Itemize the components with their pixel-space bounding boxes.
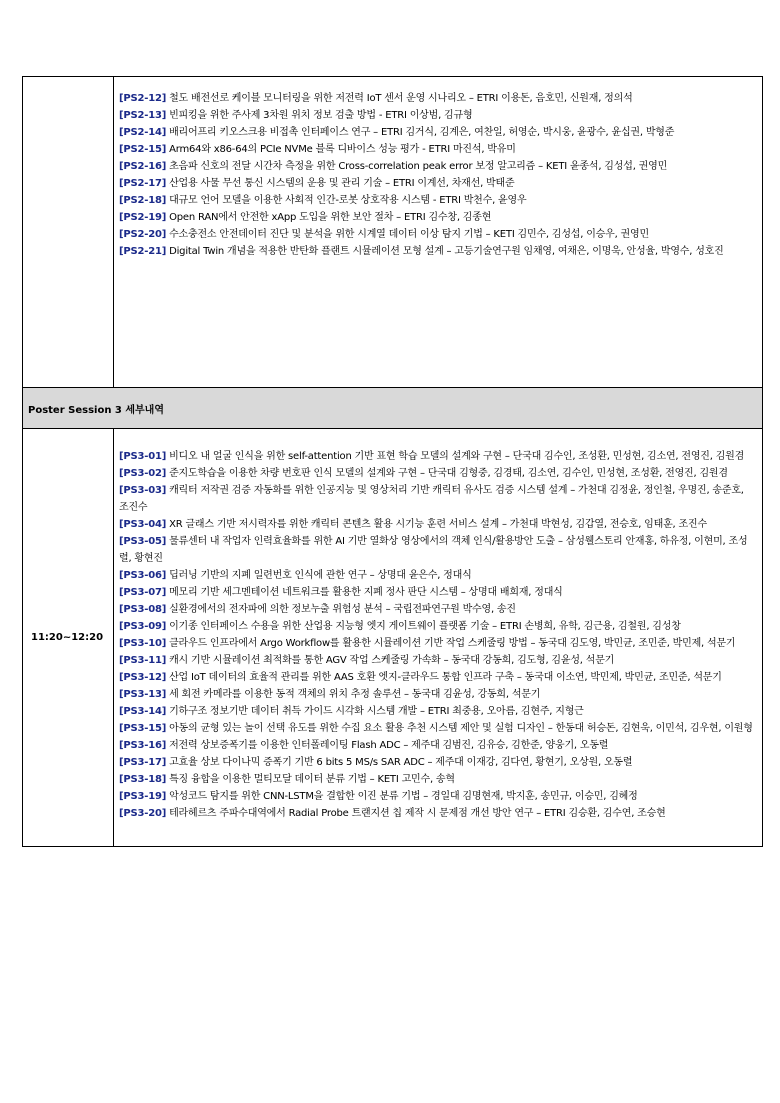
paper-entry [119,516,756,533]
paper-code: [PS3-19] [119,791,167,802]
paper-code: [PS3-06] [119,570,167,581]
paper-title-authors: 기하구조 정보기반 데이터 취득 가이드 시각화 시스템 개발 – ETRI 최중용, 오아름, 김현주, 지형근 [166,706,584,717]
paper-code: [PS2-20] [119,229,167,240]
paper-code: [PS3-03] [119,485,167,496]
paper-entry [119,567,756,584]
paper-title-authors: Arm64와 x86-64의 PCIe NVMe 블록 디바이스 성능 평가 - ETRI 마진석, 박유미 [166,144,516,155]
paper-title-authors: 산업 IoT 데이터의 효율적 관리를 위한 AAS 호환 엣지-클라우드 통합 인프라 구축 – 동국대 이소연, 박민제, 박민균, 조민준, 석문기 [166,672,722,683]
paper-title-authors: 대규모 언어 모델을 이용한 사회적 인간-로봇 상호작용 시스템 - ETRI 박천수, 윤영우 [166,195,527,206]
time-cell [23,77,114,388]
paper-code: [PS2-16] [119,161,167,172]
schedule-table [22,76,763,847]
paper-title-authors: 물류센터 내 작업자 인력효율화를 위한 AI 기반 열화상 영상에서의 객체 인식/활용방안 도출 – 삼성웰스토리 안재홍, 하유정, 이현미, 조성렬, 황현진 [119,536,748,564]
session-2-entries [114,77,763,388]
paper-title-authors: 이기종 인터페이스 수용을 위한 산업용 지능형 엣지 게이트웨이 플랫폼 기술 – ETRI 손병희, 유학, 김근용, 김철원, 김성창 [166,621,681,632]
paper-entry [119,192,756,209]
paper-entry [119,703,756,720]
paper-title-authors: 클라우드 인프라에서 Argo Workflow를 활용한 시뮬레이션 기반 작업 스케줄링 방법 – 동국대 김도영, 박민균, 조민준, 박민제, 석문기 [166,638,736,649]
paper-code: [PS3-01] [119,451,167,462]
paper-entry [119,141,756,158]
paper-code: [PS3-17] [119,757,167,768]
paper-code: [PS3-07] [119,587,167,598]
paper-code: [PS3-05] [119,536,167,547]
session-3-entries [114,429,763,847]
paper-entry [119,601,756,618]
session-3-row [23,429,763,847]
paper-code: [PS2-19] [119,212,167,223]
paper-code: [PS2-17] [119,178,167,189]
paper-entry [119,686,756,703]
paper-code: [PS2-18] [119,195,167,206]
paper-title-authors: 철도 배전선로 케이블 모니터링을 위한 저전력 IoT 센서 운영 시나리오 – ETRI 이용돈, 음호민, 신원재, 정의석 [166,93,633,104]
paper-code: [PS3-18] [119,774,167,785]
paper-code: [PS3-04] [119,519,167,530]
paper-title-authors: 악성코드 탐지를 위한 CNN-LSTM을 결합한 이진 분류 기법 – 경일대 김명현재, 박지훈, 송민규, 이승민, 김혜정 [166,791,638,802]
paper-entry [119,652,756,669]
paper-entry [119,124,756,141]
paper-code: [PS2-21] [119,246,167,257]
paper-entry [119,771,756,788]
paper-entry [119,90,756,107]
paper-title-authors: 테라헤르츠 주파수대역에서 Radial Probe 트랜지션 칩 제작 시 문제점 개선 방안 연구 – ETRI 김승환, 김수연, 조승현 [166,808,666,819]
paper-title-authors: 저전력 상보증폭기를 이용한 인터폴레이팅 Flash ADC – 제주대 김범진, 김유승, 김한준, 양웅기, 오동렬 [166,740,609,751]
paper-code: [PS3-08] [119,604,167,615]
paper-title-authors: XR 글래스 기반 저시력자를 위한 캐릭터 콘텐츠 활용 시기능 훈련 서비스 설계 – 가천대 박현성, 김갑열, 전승호, 임태훈, 조진수 [166,519,707,530]
paper-title-authors: 빈피킹을 위한 주사제 3차원 위치 정보 검출 방법 - ETRI 이상범, 김규형 [166,110,473,121]
paper-entry [119,754,756,771]
paper-code: [PS3-13] [119,689,167,700]
paper-title-authors: Open RAN에서 안전한 xApp 도입을 위한 보안 절차 – ETRI 김수창, 김종현 [166,212,492,223]
paper-entry [119,226,756,243]
paper-entry [119,720,756,737]
paper-code: [PS3-15] [119,723,167,734]
paper-code: [PS3-12] [119,672,167,683]
paper-code: [PS2-15] [119,144,167,155]
paper-entry [119,737,756,754]
time-cell: 11:20~12:20 [23,429,114,847]
paper-code: [PS3-20] [119,808,167,819]
paper-title-authors: 메모리 기반 세그멘테이션 네트워크를 활용한 지폐 정사 판단 시스템 – 상명대 배희재, 정대식 [166,587,563,598]
paper-entry [119,448,756,465]
paper-code: [PS2-13] [119,110,167,121]
paper-entry [119,669,756,686]
paper-title-authors: 딥러닝 기반의 지폐 일련번호 인식에 관한 연구 – 상명대 윤은수, 정대식 [166,570,472,581]
paper-title-authors: 준지도학습을 이용한 차량 번호판 인식 모델의 설계와 구현 – 단국대 김형중, 김경태, 김소연, 김수인, 민성현, 조성환, 전영진, 김원겸 [166,468,728,479]
paper-title-authors: 수소충전소 안전데이터 진단 및 분석을 위한 시계열 데이터 이상 탐지 기법 – KETI 김민수, 김성섭, 이승우, 권영민 [166,229,649,240]
paper-entry [119,175,756,192]
section-header-row [23,388,763,429]
paper-code: [PS3-10] [119,638,167,649]
paper-title-authors: 캐시 기반 시뮬레이션 최적화를 통한 AGV 작업 스케줄링 가속화 – 동국대 강동희, 김도형, 김윤성, 석문기 [166,655,615,666]
paper-entry [119,584,756,601]
paper-title-authors: 실환경에서의 전자파에 의한 정보누출 위험성 분석 – 국립전파연구원 박수영, 송진 [166,604,516,615]
paper-title-authors: 세 회전 카메라를 이용한 동적 객체의 위치 추정 솔루션 – 동국대 김윤성, 강동희, 석문기 [166,689,541,700]
paper-entry [119,107,756,124]
paper-title-authors: 아동의 균형 있는 놀이 선택 유도를 위한 수집 요소 활용 추천 시스템 제안 및 실험 디자인 – 한동대 허승돈, 김현욱, 이민석, 김우현, 이원형 [166,723,753,734]
section-header: Poster Session 3 세부내역 [23,388,763,429]
paper-code: [PS2-14] [119,127,167,138]
paper-title-authors: 초음파 신호의 전달 시간차 측정을 위한 Cross-correlation peak error 보정 알고리즘 – KETI 윤종석, 김성섭, 권영민 [166,161,668,172]
paper-code: [PS3-09] [119,621,167,632]
paper-code: [PS3-02] [119,468,167,479]
paper-title-authors: 배리어프리 키오스크용 비접촉 인터페이스 연구 – ETRI 김거식, 김계은, 여찬일, 허영순, 박시웅, 윤광수, 윤십권, 박형준 [166,127,675,138]
paper-entry [119,618,756,635]
session-2-row [23,77,763,388]
paper-code: [PS3-11] [119,655,167,666]
paper-entry [119,635,756,652]
paper-entry [119,158,756,175]
paper-entry [119,805,756,822]
paper-code: [PS3-16] [119,740,167,751]
paper-title-authors: 고효율 상보 다이나믹 증폭기 기반 6 bits 5 MS/s SAR ADC – 제주대 이재강, 김다연, 황현기, 오상원, 오동렬 [166,757,633,768]
paper-entry [119,788,756,805]
paper-title-authors: 산업용 사물 무선 통신 시스템의 운용 및 관리 기술 – ETRI 이계선, 차재선, 박태준 [166,178,515,189]
paper-title-authors: 특징 융합을 이용한 멀티모달 데이터 분류 기법 – KETI 고민수, 송혁 [166,774,455,785]
paper-entry [119,243,756,260]
paper-code: [PS2-12] [119,93,167,104]
paper-title-authors: 비디오 내 얼굴 인식을 위한 self-attention 기반 표현 학습 모델의 설계와 구현 – 단국대 김수인, 조성환, 민성현, 김소연, 전영진, 김원겸 [166,451,745,462]
paper-entry [119,209,756,226]
paper-entry [119,482,756,516]
paper-code: [PS3-14] [119,706,167,717]
paper-title-authors: Digital Twin 개념을 적용한 반탄화 플랜트 시뮬레이션 모형 설계 – 고등기술연구원 임채영, 여채은, 이명욱, 안성율, 박영수, 성호진 [166,246,724,257]
paper-entry [119,465,756,482]
paper-title-authors: 캐릭터 저작권 검증 자동화를 위한 인공지능 및 영상처리 기반 캐릭터 유사도 검증 시스템 설계 – 가천대 김정윤, 정인철, 우명진, 송준호, 조진수 [119,485,744,513]
paper-entry [119,533,756,567]
